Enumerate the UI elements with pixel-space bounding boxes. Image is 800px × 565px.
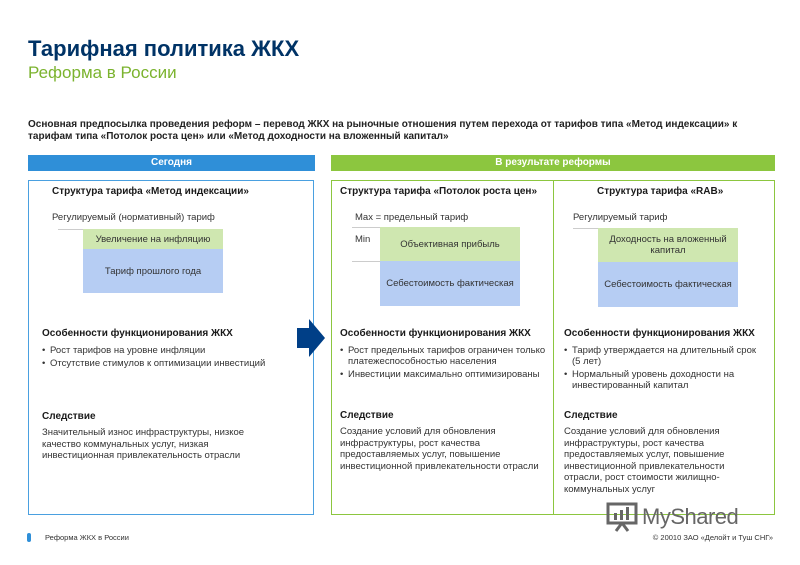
col3-guide-line xyxy=(573,228,598,229)
col2-consequence-title: Следствие xyxy=(340,410,394,421)
col2-feature-item: • Инвестиции максимально оптимизированы xyxy=(340,369,550,380)
col3-feature-item: • Тариф утверждается на длительный срок (5 лет) xyxy=(564,345,764,367)
col3-features-title: Особенности функционирования ЖКХ xyxy=(564,328,755,339)
col1-feature-item: • Рост тарифов на уровне инфляции xyxy=(42,345,272,356)
page-subtitle: Реформа в России xyxy=(28,63,177,82)
col1-block-last-year: Тариф прошлого года xyxy=(83,249,223,293)
col2-block-cost: Себестоимость фактическая xyxy=(380,261,520,306)
intro-text: Основная предпосылка проведения реформ – перевод ЖКХ на рыночные отношения путем перехода от тарифов типа «Метод индексации» к тарифам типа «Потолок роста цен» или «Метод доходности на вложенный капитал» xyxy=(28,119,738,142)
col1-consequence-title: Следствие xyxy=(42,411,96,422)
right-arrow-icon xyxy=(295,318,327,358)
col2-features-list xyxy=(340,345,550,382)
col1-tariff-label: Регулируемый (нормативный) тариф xyxy=(52,212,215,223)
page-title: Тарифная политика ЖКХ xyxy=(28,36,300,61)
col1-feature-item: • Отсутствие стимулов к оптимизации инвестиций xyxy=(42,358,272,369)
col2-features-title: Особенности функционирования ЖКХ xyxy=(340,328,531,339)
col1-structure-title: Структура тарифа «Метод индексации» xyxy=(52,186,249,197)
col2-feature-item: • Рост предельных тарифов ограничен только платежеспособностью населения xyxy=(340,345,550,367)
presentation-board-icon xyxy=(606,502,638,532)
col1-features-title: Особенности функционирования ЖКХ xyxy=(42,328,233,339)
col2-min-label: Min xyxy=(355,234,371,245)
col2-block-profit: Объективная прибыль xyxy=(380,227,520,261)
watermark xyxy=(606,501,771,533)
col3-consequence-title: Следствие xyxy=(564,410,618,421)
col3-block-return: Доходность на вложенный капитал xyxy=(598,228,738,262)
reform-panel-divider xyxy=(553,180,554,515)
col3-features-list xyxy=(564,345,764,393)
col3-consequence-text: Создание условий для обновления инфраструктуры, рост качества предоставляемых услуг, повышение инвестиционной привлекательности отрасли, рост стоимости жилищно-коммунальных услуг xyxy=(564,426,725,495)
col1-block-inflation: Увеличение на инфляцию xyxy=(83,229,223,249)
col2-consequence-text: Создание условий для обновления инфраструктуры, рост качества предоставляемых услуг, повышение инвестиционной привлекательности отрасли xyxy=(340,426,539,472)
today-header: Сегодня xyxy=(28,155,315,171)
col1-guide-line xyxy=(58,229,83,230)
col3-structure-title: Структура тарифа «RAB» xyxy=(597,186,724,197)
slide-marker xyxy=(27,533,31,542)
col3-tariff-label: Регулируемый тариф xyxy=(573,212,668,223)
reform-header: В результате реформы xyxy=(331,155,775,171)
col2-max-label: Max = предельный тариф xyxy=(355,212,469,223)
col3-feature-item: • Нормальный уровень доходности на инвестированный капитал xyxy=(564,369,764,391)
col1-consequence-text: Значительный износ инфраструктуры, низкое качество коммунальных услуг, низкая инвестиционная привлекательность отрасли xyxy=(42,427,245,461)
col2-max-guide xyxy=(352,227,380,228)
footer-copyright: © 20010 ЗАО «Делойт и Туш СНГ» xyxy=(652,533,773,542)
watermark-text: MyShared xyxy=(642,504,739,529)
col1-features-list xyxy=(42,345,272,371)
footer-left-text: Реформа ЖКХ в России xyxy=(45,533,129,542)
col2-structure-title: Структура тарифа «Потолок роста цен» xyxy=(340,186,538,197)
col2-min-guide xyxy=(352,261,380,262)
col3-block-cost: Себестоимость фактическая xyxy=(598,262,738,307)
